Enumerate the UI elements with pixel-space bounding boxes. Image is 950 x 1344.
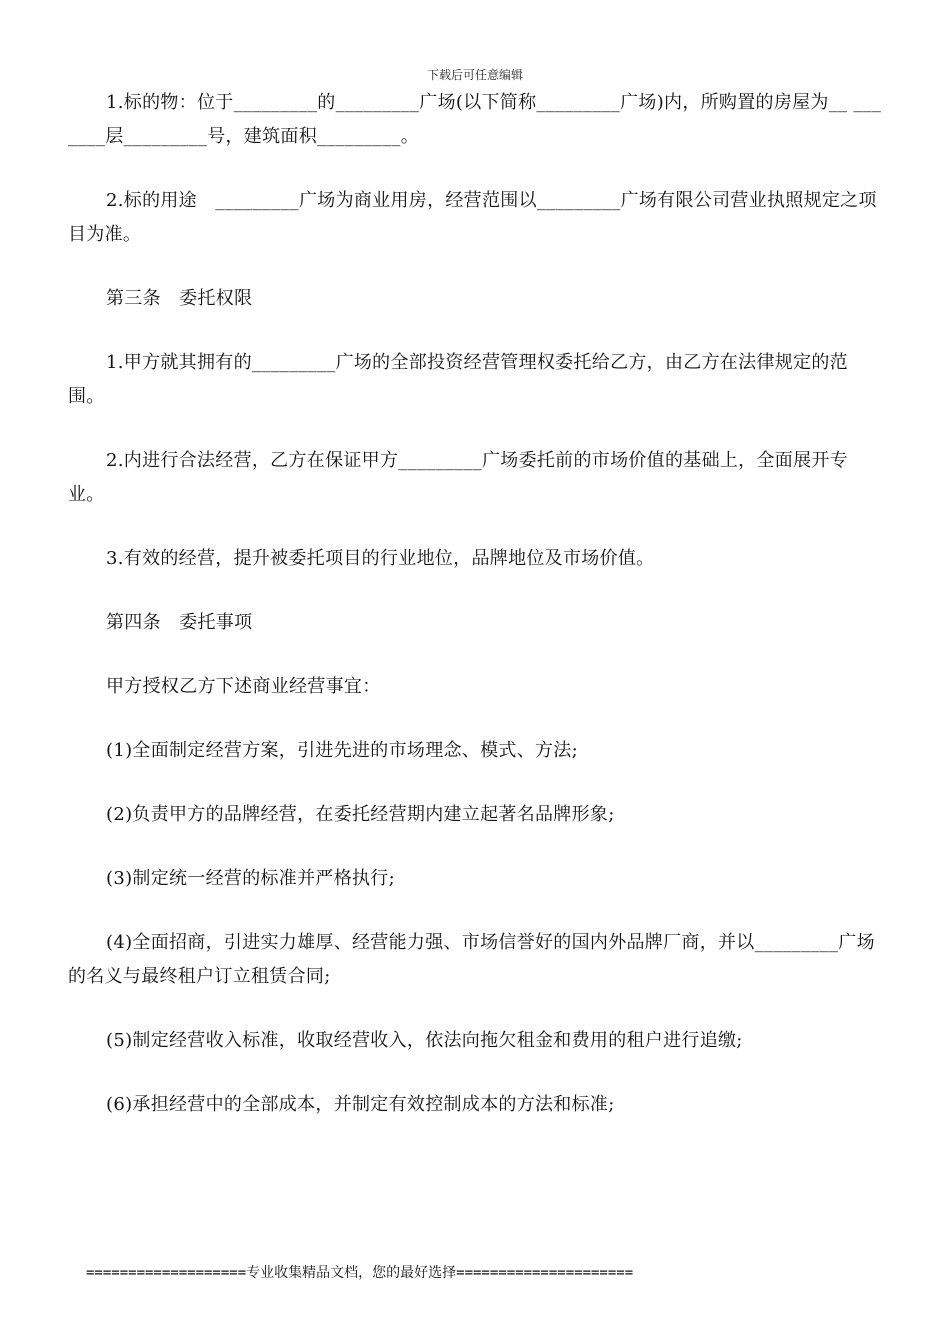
article-4-heading: 第四条 委托事项 [106, 612, 253, 633]
paragraph-subject-matter: 1.标的物：位于_________的_________广场(以下简称_________广场)内，所购置的房屋为__ _______层_________号，建筑面积_________。 [68, 92, 882, 147]
list-item-6: (6)承担经营中的全部成本，并制定有效控制成本的方法和标准; [106, 1094, 615, 1115]
paragraph-authority-3: 3.有效的经营，提升被委托项目的行业地位，品牌地位及市场价值。 [106, 548, 655, 569]
list-item-5: (5)制定经营收入标准，收取经营收入，依法向拖欠租金和费用的租户进行追缴; [106, 1030, 743, 1051]
paragraph-authorization-intro: 甲方授权乙方下述商业经营事宜： [106, 676, 381, 697]
article-3-heading: 第三条 委托权限 [106, 288, 253, 309]
list-item-3: (3)制定统一经营的标准并严格执行; [106, 868, 395, 889]
list-item-4: (4)全面招商，引进实力雄厚、经营能力强、市场信誉好的国内外品牌厂商，并以_________广场的名义与最终租户订立租赁合同; [68, 932, 875, 987]
footer-banner: ===================专业收集精品文档，您的最好选择===================== [86, 1265, 634, 1281]
paragraph-authority-1: 1.甲方就其拥有的_________广场的全部投资经营管理权委托给乙方，由乙方在法律规定的范围。 [68, 352, 848, 407]
paragraph-authority-2: 2.内进行合法经营，乙方在保证甲方_________广场委托前的市场价值的基础上，全面展开专业。 [68, 450, 848, 505]
list-item-2: (2)负责甲方的品牌经营，在委托经营期内建立起著名品牌形象; [106, 804, 615, 825]
document-body [68, 86, 882, 1152]
header-note: 下载后可任意编辑 [426, 68, 523, 82]
paragraph-subject-use: 2.标的用途 _________广场为商业用房，经营范围以_________广场有限公司营业执照规定之项目为准。 [68, 190, 877, 245]
list-item-1: (1)全面制定经营方案，引进先进的市场理念、模式、方法; [106, 740, 578, 761]
